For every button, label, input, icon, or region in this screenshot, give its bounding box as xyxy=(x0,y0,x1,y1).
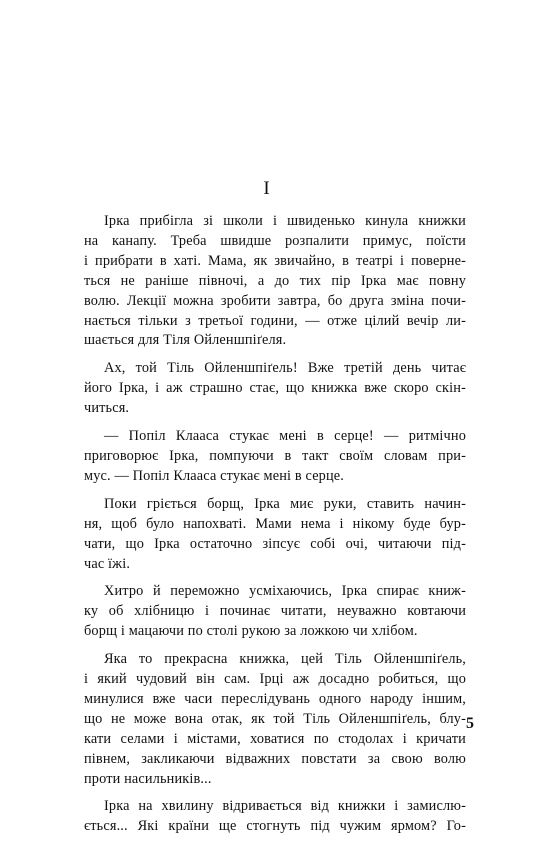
page-number: 5 xyxy=(466,715,474,732)
text-line: на канапу. Треба швидше розпалити примус, поїсти xyxy=(84,232,466,249)
paragraph xyxy=(84,427,466,487)
text-line: Хитро й переможно усміхаючись, Ірка спирає книж- xyxy=(104,583,466,600)
chapter-number: I xyxy=(263,178,271,199)
text-line: і прибрати в хаті. Мама, як звичайно, в театрі і поверне- xyxy=(84,252,466,269)
paragraph xyxy=(84,582,466,642)
text-line: Яка то прекрасна книжка, цей Тіль Ойленшпіґель, xyxy=(104,651,466,668)
text-line: кати селами і містами, ховатися по стодолах і кричати xyxy=(84,730,466,747)
text-line: минулися вже часи переслідувань одного народу іншим, xyxy=(84,690,466,707)
text-line: Поки гріється борщ, Ірка миє руки, ставить начин- xyxy=(104,495,466,512)
text-line: проти насильників... xyxy=(84,770,212,787)
body-text xyxy=(84,212,466,845)
text-line: і який чудовий він сам. Ірці аж досадно робиться, що xyxy=(84,671,466,688)
paragraph xyxy=(84,797,466,837)
text-line: Ах, той Тіль Ойленшпіґель! Вже третій день читає xyxy=(104,360,466,377)
text-line: чати, що Ірка остаточно зіпсує собі очі, читаючи під- xyxy=(84,535,466,552)
text-line: ку об хлібницю і починає читати, неуважно ковтаючи xyxy=(84,603,466,620)
text-line: півнем, закликаючи відважних повстати за свою волю xyxy=(84,750,466,767)
paragraph xyxy=(84,650,466,789)
text-line: борщ і мацаючи по столі рукою за ложкою чи хлібом. xyxy=(84,623,418,640)
text-line: ється... Які країни ще стогнуть під чужим ярмом? Го- xyxy=(84,818,466,835)
paragraph xyxy=(84,212,466,351)
text-line: Ірка на хвилину відривається від книжки і замислю- xyxy=(104,798,466,815)
text-line: волю. Лекції можна зробити завтра, бо друга зміна почи- xyxy=(84,292,466,309)
text-line: — Попіл Клааса стукає мені в серце! — ритмічно xyxy=(104,428,466,445)
text-line: приговорює Ірка, помпуючи в такт своїм словам при- xyxy=(84,447,466,464)
paragraph xyxy=(84,495,466,575)
text-line: його Ірка, і аж страшно стає, що книжка вже скоро скін- xyxy=(84,380,466,397)
text-line: шається для Тіля Ойленшпіґеля. xyxy=(84,332,287,349)
text-line: мус. — Попіл Клааса стукає мені в серце. xyxy=(84,467,345,484)
text-line: ться не раніше півночі, а до тих пір Ірка має повну xyxy=(84,272,466,289)
text-line: нається тільки з третьої години, — отже цілий вечір ли- xyxy=(84,312,466,329)
text-line: читься. xyxy=(84,400,130,417)
text-line: час їжі. xyxy=(84,555,131,572)
text-line: ня, щоб було напохваті. Мами нема і нікому буде бур- xyxy=(84,515,466,532)
text-line: що не може вона отак, як той Тіль Ойленшпіґель, блу- xyxy=(84,710,466,727)
text-line: Ірка прибігла зі школи і швиденько кинула книжки xyxy=(104,213,466,229)
paragraph xyxy=(84,359,466,419)
